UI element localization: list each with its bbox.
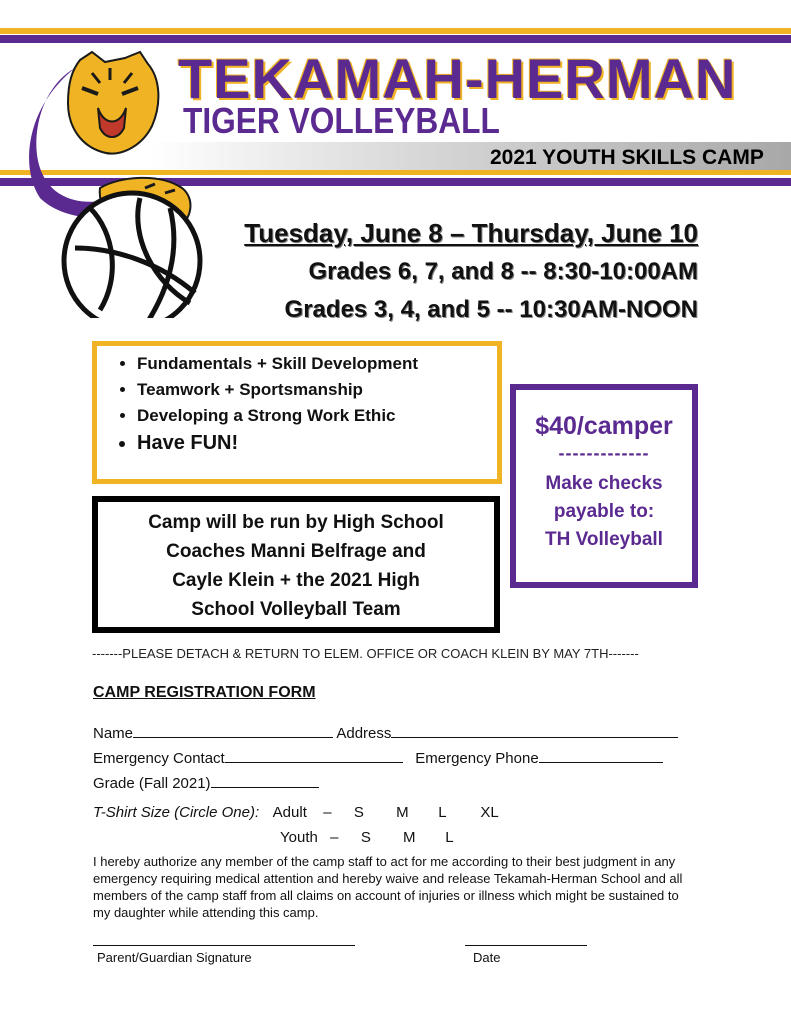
coaches-line: Coaches Manni Belfrage and	[166, 541, 426, 562]
youth-label: Youth	[280, 829, 318, 846]
payee: TH Volleyball	[545, 529, 663, 550]
size-option-m[interactable]: M	[403, 829, 416, 846]
schedule-upper-grades: Grades 6, 7, and 8 -- 8:30-10:00AM	[308, 258, 698, 285]
size-option-s[interactable]: S	[360, 829, 371, 846]
camp-title: 2021 YOUTH SKILLS CAMP	[490, 146, 764, 169]
tshirt-adult-row	[93, 804, 518, 821]
tshirt-label: T-Shirt Size (Circle One):	[93, 804, 260, 821]
size-option-xl[interactable]: XL	[480, 804, 499, 821]
emergency-row	[93, 748, 663, 767]
emergency-phone-field[interactable]	[539, 748, 663, 763]
camp-focus-box	[92, 341, 502, 484]
waiver-text: I hereby authorize any member of the camp staff to act for me according to their best judgment in any emergency requiring medical attention and hereby waive and release Tekamah-Herman School and all members of the camp staff from all claims on account of injuries or illness which might be sustained to my daughter while attending this camp.	[93, 854, 683, 920]
signature-label: Parent/Guardian Signature	[97, 950, 252, 965]
focus-item: • Developing a Strong Work Ethic	[137, 406, 497, 426]
emergency-phone-label: Emergency Phone	[415, 750, 539, 767]
camp-dates: Tuesday, June 8 – Thursday, June 10	[244, 218, 698, 248]
focus-item: • Have FUN!	[137, 432, 497, 455]
price: $40/camper	[535, 412, 673, 440]
payment-instruction: payable to:	[553, 501, 655, 522]
focus-list	[97, 354, 497, 455]
tshirt-youth-row	[280, 829, 483, 846]
coaches-line: Cayle Klein + the 2021 High	[172, 570, 420, 591]
size-option-l[interactable]: L	[438, 804, 447, 821]
size-option-m[interactable]: M	[396, 804, 409, 821]
header-gold-stripe-top	[0, 28, 791, 34]
date-label: Date	[473, 950, 501, 965]
focus-item: • Fundamentals + Skill Development	[137, 354, 497, 374]
coaches-line: Camp will be run by High School	[148, 512, 444, 533]
adult-label: Adult	[272, 804, 307, 821]
tiger-mascot-logo	[20, 48, 220, 318]
date-field[interactable]	[465, 945, 587, 946]
emergency-contact-label: Emergency Contact	[93, 750, 225, 767]
divider: -------------	[558, 443, 650, 463]
coaches-box	[92, 496, 500, 633]
grade-row	[93, 773, 319, 792]
name-label: Name	[93, 725, 134, 742]
detach-instruction: -------PLEASE DETACH & RETURN TO ELEM. OFFICE OR COACH KLEIN BY MAY 7TH-------	[92, 646, 639, 661]
signature-field[interactable]	[93, 945, 355, 946]
schedule-lower-grades: Grades 3, 4, and 5 -- 10:30AM-NOON	[284, 296, 698, 323]
name-field[interactable]	[133, 723, 333, 738]
payment-box	[510, 384, 698, 588]
size-option-l[interactable]: L	[445, 829, 454, 846]
team-name: TIGER VOLLEYBALL	[183, 100, 500, 141]
form-title: CAMP REGISTRATION FORM	[93, 684, 316, 701]
emergency-contact-field[interactable]	[225, 748, 403, 763]
grade-label: Grade (Fall 2021)	[93, 775, 211, 792]
payment-instruction: Make checks	[545, 473, 663, 494]
address-label: Address	[336, 725, 392, 742]
coaches-line: School Volleyball Team	[191, 599, 401, 620]
header-purple-stripe-top	[0, 35, 791, 43]
size-option-s[interactable]: S	[353, 804, 364, 821]
school-name: TEKAMAH-HERMAN	[178, 47, 737, 110]
focus-item: • Teamwork + Sportsmanship	[137, 380, 497, 400]
dash: –	[330, 829, 339, 846]
name-row	[93, 723, 678, 742]
address-field[interactable]	[391, 723, 678, 738]
grade-field[interactable]	[211, 773, 319, 788]
dash: –	[323, 804, 332, 821]
